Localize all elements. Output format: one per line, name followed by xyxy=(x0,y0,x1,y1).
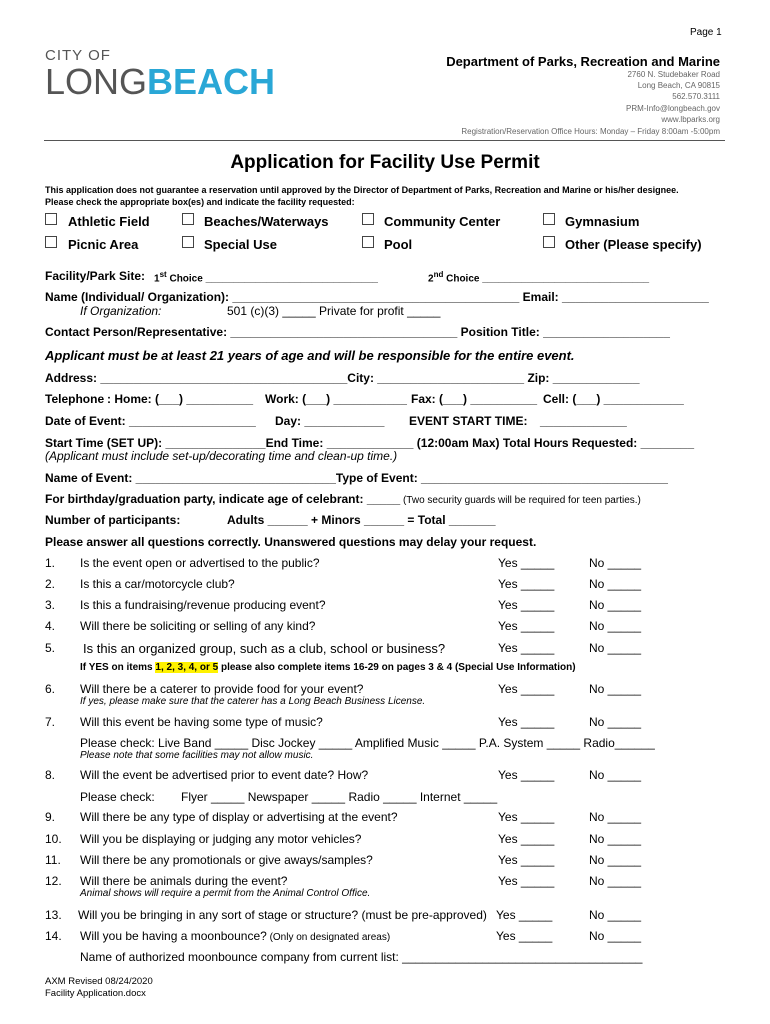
page-title: Application for Facility Use Permit xyxy=(230,152,540,173)
yes-answer-field[interactable]: Yes _____ xyxy=(498,810,555,824)
birthday-line[interactable]: For birthday/graduation party, indicate age of celebrant: _____ (Two security guards will be required for teen parties.) xyxy=(45,492,641,506)
no-answer-field[interactable]: No _____ xyxy=(589,908,642,922)
question-number: 1. xyxy=(45,556,56,570)
checkbox-special-use[interactable] xyxy=(182,235,194,253)
address-field-line[interactable]: Address: _____________________________________City: ______________________ Zip: _____________ xyxy=(45,371,640,385)
logo-long-beach xyxy=(45,61,275,103)
moonbounce-company-line[interactable]: Name of authorized moonbounce company from current list: ____________________________________ xyxy=(80,950,643,964)
question-text xyxy=(80,853,373,867)
no-answer-field[interactable]: No _____ xyxy=(589,577,642,591)
question-text-main: Will there be any type of display or advertising at the event? xyxy=(80,810,398,824)
site-label: Facility/Park Site: xyxy=(45,269,146,283)
office-hours: Registration/Reservation Office Hours: Monday – Friday 8:00am -5:00pm xyxy=(461,127,720,136)
question-text-main: Will there be animals during the event? xyxy=(80,874,288,888)
department-name: Department of Parks, Recreation and Marine xyxy=(446,54,720,69)
page-number: Page 1 xyxy=(690,27,722,38)
question-number: 2. xyxy=(45,577,56,591)
yes-answer-field[interactable]: Yes _____ xyxy=(498,619,555,633)
question-text xyxy=(80,715,323,729)
question-number: 4. xyxy=(45,619,56,633)
question-text xyxy=(80,682,363,696)
logo-beach: BEACH xyxy=(147,61,276,102)
yes-answer-field[interactable]: Yes _____ xyxy=(498,768,555,782)
checkbox-athletic-field[interactable] xyxy=(45,212,57,230)
question-text xyxy=(80,768,368,782)
filename-footer: Facility Application.docx xyxy=(45,988,146,999)
no-answer-field[interactable]: No _____ xyxy=(589,853,642,867)
question-text-main: Is this a fundraising/revenue producing event? xyxy=(80,598,326,612)
organization-type-field[interactable]: 501 (c)(3) _____ Private for profit _____ xyxy=(227,304,441,318)
advertise-check-label: Please check: xyxy=(80,790,155,804)
question-number: 6. xyxy=(45,682,56,696)
no-answer-field[interactable]: No _____ xyxy=(589,619,642,633)
question-number: 11. xyxy=(45,853,61,867)
phone-line: 562.570.3111 xyxy=(672,92,720,101)
header-divider xyxy=(44,140,725,141)
second-choice-field[interactable]: 2nd Choice ______________________________ xyxy=(428,270,650,285)
no-answer-field[interactable]: No _____ xyxy=(589,874,642,888)
facility-label: Picnic Area xyxy=(68,237,139,252)
event-start-label: EVENT START TIME: xyxy=(409,414,528,428)
question-text-main: Will you be bringing in any sort of stage or structure? (must be pre-approved) xyxy=(78,908,487,922)
logo-city-of: CITY OF xyxy=(45,47,111,64)
music-note: Please note that some facilities may not allow music. xyxy=(80,750,314,761)
answer-all-notice: Please answer all questions correctly. Unanswered questions may delay your request. xyxy=(45,535,537,549)
question-text-main: Will there be soliciting or selling of any kind? xyxy=(80,619,316,633)
no-answer-field[interactable]: No _____ xyxy=(589,556,642,570)
no-answer-field[interactable]: No _____ xyxy=(589,715,642,729)
question-text-main: Will you be displaying or judging any motor vehicles? xyxy=(80,832,362,846)
if-yes-notice: If YES on items 1, 2, 3, 4, or 5 please also complete items 16-29 on pages 3 & 4 (Special Use Information) xyxy=(80,662,576,673)
question-number: 5. xyxy=(45,641,56,655)
revision-footer: AXM Revised 08/24/2020 xyxy=(45,976,153,987)
no-answer-field[interactable]: No _____ xyxy=(589,682,642,696)
yes-answer-field[interactable]: Yes _____ xyxy=(496,929,553,943)
question-text-main: Is this an organized group, such as a club, school or business? xyxy=(83,641,446,656)
question-number: 12. xyxy=(45,874,62,888)
event-start-field[interactable]: _____________ xyxy=(540,414,627,428)
yes-answer-field[interactable]: Yes _____ xyxy=(498,832,555,846)
no-answer-field[interactable]: No _____ xyxy=(589,929,642,943)
question-text xyxy=(80,577,235,591)
yes-answer-field[interactable]: Yes _____ xyxy=(498,682,555,696)
setup-time-line[interactable]: Start Time (SET UP): _______________End Time: _____________ (12:00am Max) Total Hours Requested: ________ xyxy=(45,436,695,450)
name-email-line[interactable]: Name (Individual/ Organization): ___________________________________________ Email: ______________________ xyxy=(45,290,709,304)
no-answer-field[interactable]: No _____ xyxy=(589,832,642,846)
yes-answer-field[interactable]: Yes _____ xyxy=(498,853,555,867)
participants-label: Number of participants: xyxy=(45,513,181,527)
no-answer-field[interactable]: No _____ xyxy=(589,598,642,612)
yes-answer-field[interactable]: Yes _____ xyxy=(498,641,555,655)
question-text xyxy=(78,908,487,922)
disclaimer-line: Please check the appropriate box(es) and indicate the facility requested: xyxy=(45,197,355,207)
checkbox-pool[interactable] xyxy=(362,235,374,253)
question-number: 14. xyxy=(45,929,62,943)
event-date-field[interactable]: Date of Event: ___________________ xyxy=(45,414,256,428)
address-line: 2760 N. Studebaker Road xyxy=(627,70,720,79)
email-line: PRM-Info@longbeach.gov xyxy=(626,104,720,113)
telephone-label: Telephone xyxy=(45,392,105,406)
facility-label: Pool xyxy=(384,237,413,252)
advertise-check-options[interactable]: Flyer _____ Newspaper _____ Radio _____ Internet _____ xyxy=(181,790,498,804)
question-text xyxy=(80,874,287,888)
highlighted-items: 1, 2, 3, 4, or 5 xyxy=(155,662,219,673)
facility-label: Special Use xyxy=(204,237,277,252)
home-phone-field[interactable]: : Home: (___) __________ xyxy=(107,392,254,406)
fax-field[interactable]: Fax: (___) __________ xyxy=(411,392,538,406)
facility-label: Community Center xyxy=(384,214,501,229)
checkbox-gymnasium[interactable] xyxy=(543,212,555,230)
event-name-type-line[interactable]: Name of Event: ______________________________Type of Event: _____________________________________ xyxy=(45,471,668,485)
question-text xyxy=(80,598,326,612)
caterer-note: If yes, please make sure that the caterer has a Long Beach Business License. xyxy=(80,696,426,707)
event-day-field[interactable]: Day: ____________ xyxy=(275,414,385,428)
question-text-main: Will this event be having some type of music? xyxy=(80,715,323,729)
question-text xyxy=(83,641,445,656)
question-number: 3. xyxy=(45,598,56,612)
work-phone-field[interactable]: Work: (___) ___________ xyxy=(265,392,407,406)
no-answer-field[interactable]: No _____ xyxy=(589,810,642,824)
music-check-line[interactable]: Please check: Live Band _____ Disc Jockey _____ Amplified Music _____ P.A. System _____ Radio______ xyxy=(80,736,655,750)
yes-answer-field[interactable]: Yes _____ xyxy=(498,556,555,570)
question-text-main: Is this a car/motorcycle club? xyxy=(80,577,235,591)
no-answer-field[interactable]: No _____ xyxy=(589,768,642,782)
question-number: 13. xyxy=(45,908,62,922)
facility-label: Beaches/Waterways xyxy=(204,214,329,229)
yes-answer-field[interactable]: Yes _____ xyxy=(498,598,555,612)
question-text-main: Will the event be advertised prior to event date? How? xyxy=(80,768,369,782)
question-number: 9. xyxy=(45,810,56,824)
question-text xyxy=(80,810,398,824)
question-text-main: Will there be any promotionals or give aways/samples? xyxy=(80,853,373,867)
question-text xyxy=(80,556,320,570)
cell-phone-field[interactable]: Cell: (___) ____________ xyxy=(543,392,684,406)
setup-note: (Applicant must include set-up/decorating time and clean-up time.) xyxy=(45,449,398,463)
organization-label: If Organization: xyxy=(80,304,162,318)
checkbox-picnic-area[interactable] xyxy=(45,235,57,253)
disclaimer-line: This application does not guarantee a reservation until approved by the Director of Department of Parks, Recreation and Marine or his/her designee. xyxy=(45,185,679,195)
facility-label: Athletic Field xyxy=(68,214,150,229)
yes-answer-field[interactable]: Yes _____ xyxy=(498,874,555,888)
logo-long: LONG xyxy=(45,61,148,102)
question-number: 8. xyxy=(45,768,56,782)
question-text-main: Will there be a caterer to provide food for your event? xyxy=(80,682,364,696)
address-line: Long Beach, CA 90815 xyxy=(637,81,720,90)
question-text-main: Will you be having a moonbounce? xyxy=(80,929,267,943)
question-text-note: (Only on designated areas) xyxy=(266,932,391,943)
question-text xyxy=(80,832,361,846)
age-notice: Applicant must be at least 21 years of age and will be responsible for the entire event. xyxy=(45,348,575,363)
facility-label: Gymnasium xyxy=(565,214,640,229)
checkbox-other[interactable] xyxy=(543,235,555,253)
yes-answer-field[interactable]: Yes _____ xyxy=(498,715,555,729)
checkbox-beaches-waterways[interactable] xyxy=(182,212,194,230)
yes-answer-field[interactable]: Yes _____ xyxy=(496,908,553,922)
no-answer-field[interactable]: No _____ xyxy=(589,641,642,655)
contact-line[interactable]: Contact Person/Representative: __________________________________ Position Title: ___________________ xyxy=(45,325,670,339)
yes-answer-field[interactable]: Yes _____ xyxy=(498,577,555,591)
participants-fields[interactable]: Adults ______ + Minors ______ = Total _______ xyxy=(227,513,496,527)
question-number: 7. xyxy=(45,715,56,729)
facility-label: Other (Please specify) xyxy=(565,237,702,252)
first-choice-field[interactable]: 1st Choice _______________________________ xyxy=(154,270,378,285)
question-text xyxy=(80,929,390,943)
website-line: www.lbparks.org xyxy=(661,115,720,124)
question-number: 10. xyxy=(45,832,62,846)
checkbox-community-center[interactable] xyxy=(362,212,374,230)
question-text-main: Is the event open or advertised to the public? xyxy=(80,556,320,570)
animal-note: Animal shows will require a permit from the Animal Control Office. xyxy=(80,888,371,899)
question-text xyxy=(80,619,315,633)
